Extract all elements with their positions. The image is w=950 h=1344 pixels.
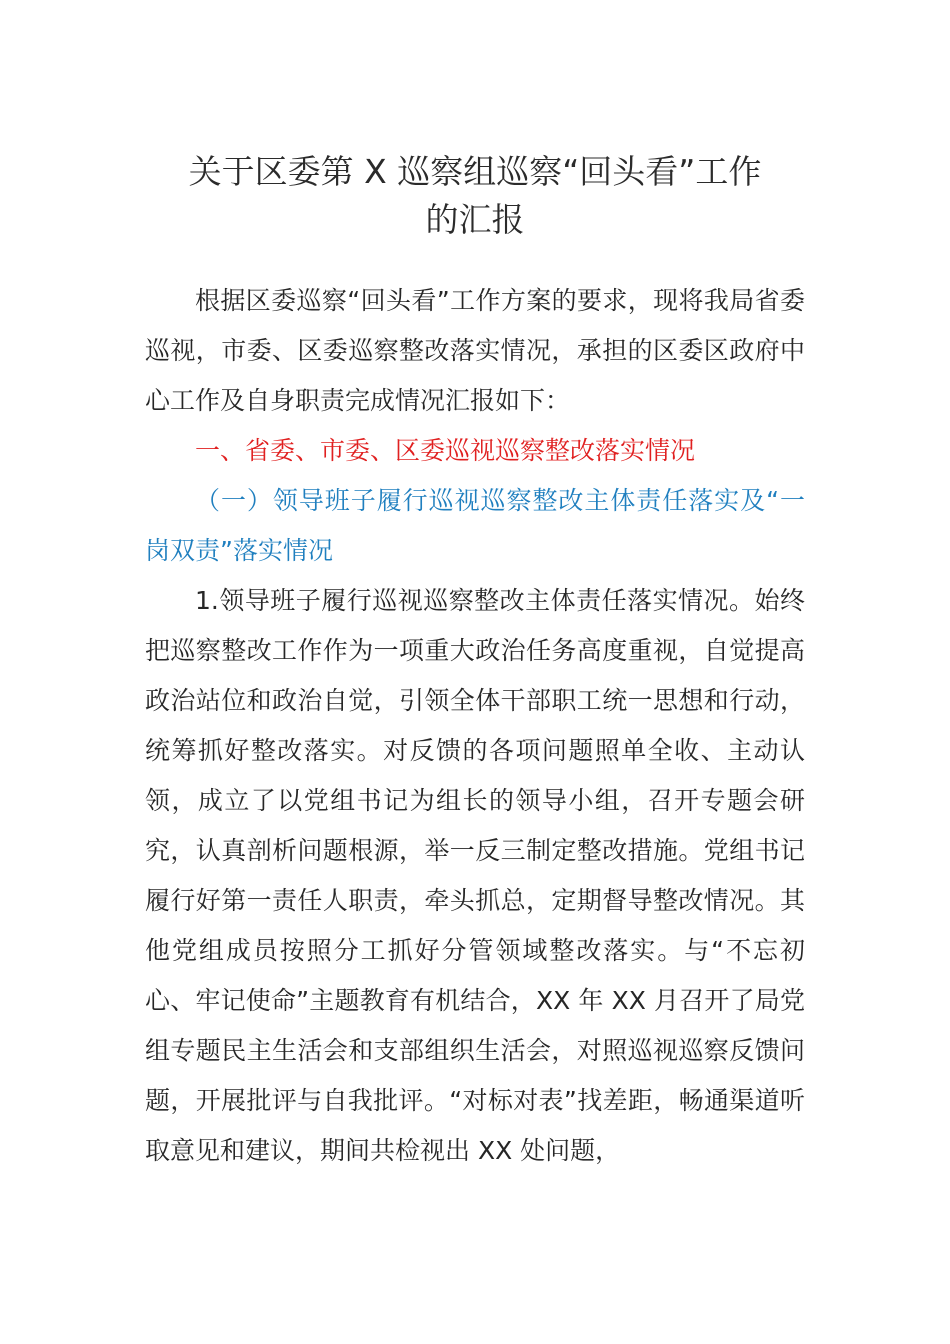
body-paragraph-1: 1.领导班子履行巡视巡察整改主体责任落实情况。始终把巡察整改工作作为一项重大政治任务高度重视，自觉提高政治站位和政治自觉，引领全体干部职工统一思想和行动，统筹抓好整改落实。对反馈的各项问题照单全收、主动认领，成立了以党组书记为组长的领导小组，召开专题会研究，认真剖析问题根源，举一反三制定整改措施。党组书记履行好第一责任人职责，牵头抓总，定期督导整改情况。其他党组成员按照分工抓好分管领域整改落实。与“不忘初心、牢记使命”主题教育有机结合，XX 年 XX 月召开了局党组专题民主生活会和支部组织生活会，对照巡视巡察反馈问题，开展批评与自我批评。“对标对表”找差距，畅通渠道听取意见和建议，期间共检视出 XX 处问题，	[145, 586, 805, 1165]
title-line-1: 关于区委第 X 巡察组巡察“回头看”工作	[188, 152, 762, 191]
document-page	[145, 148, 805, 1176]
subsection-heading-1: （一）领导班子履行巡视巡察整改主体责任落实及“一岗双责”落实情况	[145, 486, 805, 565]
document-body	[145, 276, 805, 1176]
title-line-2: 的汇报	[425, 200, 525, 239]
section-heading-1: 一、省委、市委、区委巡视巡察整改落实情况	[195, 436, 696, 465]
intro-paragraph: 根据区委巡察“回头看”工作方案的要求，现将我局省委巡视，市委、区委巡察整改落实情况，承担的区委区政府中心工作及自身职责完成情况汇报如下：	[145, 286, 805, 415]
document-title	[145, 148, 805, 244]
